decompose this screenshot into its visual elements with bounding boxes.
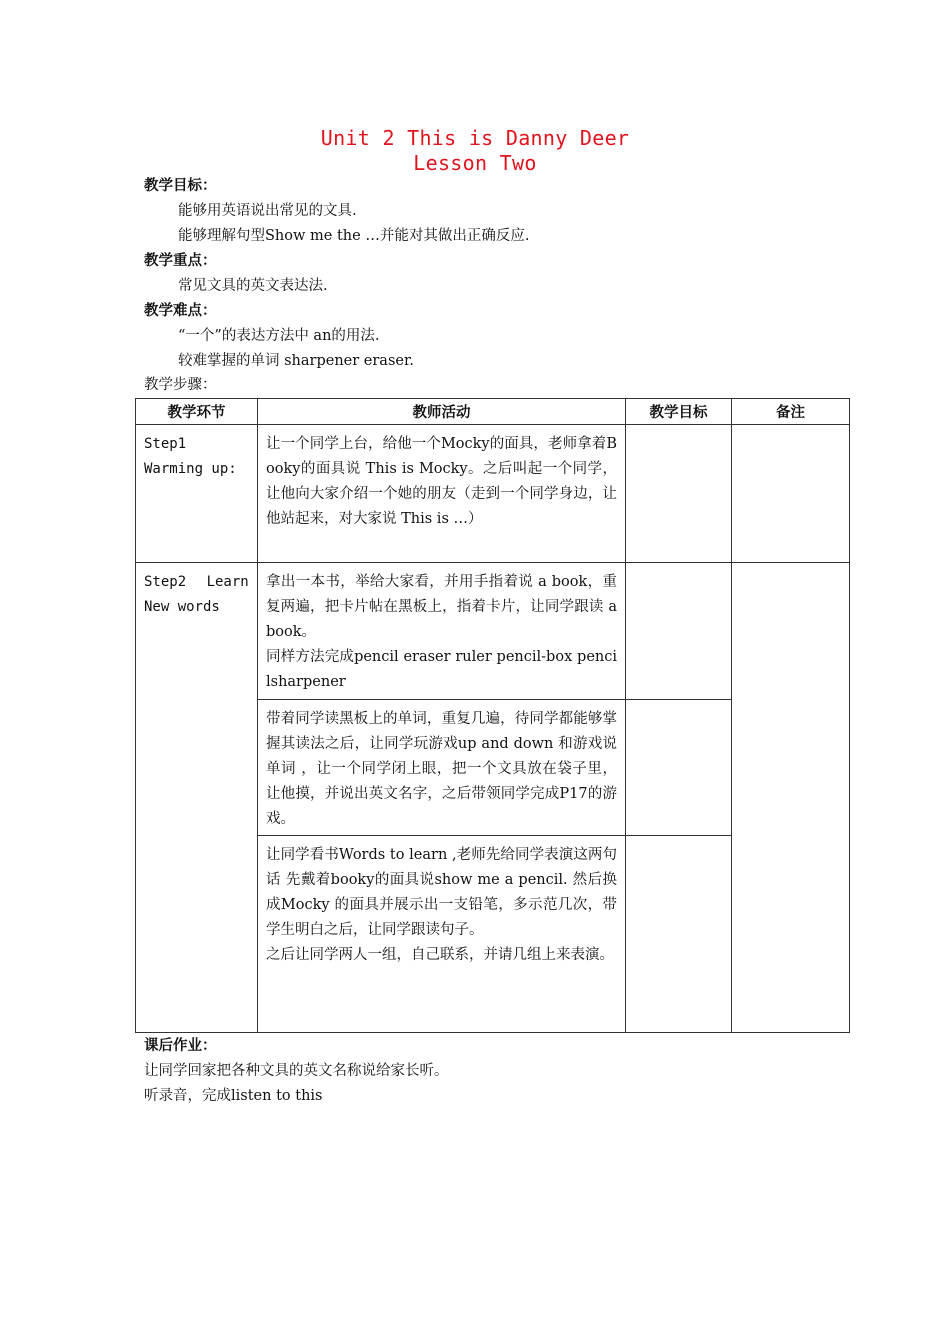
step2-label [136, 563, 258, 1033]
lesson-steps-table [135, 398, 850, 1033]
step1-subtitle: Warming up: [144, 461, 237, 477]
step1-label [136, 425, 258, 563]
step2-goal-2 [626, 700, 732, 836]
header-notes: 备注 [732, 399, 850, 425]
objectives-heading: 教学目标： [144, 178, 217, 194]
header-teacher-activity: 教师活动 [258, 399, 626, 425]
step1-activity [258, 425, 626, 563]
table-header-row [136, 399, 850, 425]
homework-heading: 课后作业： [144, 1038, 217, 1054]
step2-activity-3 [258, 836, 626, 1033]
step2-activity-3-text: 让同学看书Words to learn ,老师先给同学表演这两句话 先戴着booky的面具说show me a pencil. 然后换成Mocky 的面具并展示出一支铅笔，多示范几次，带学生明白之后，让同学跟读句子。 [266, 847, 617, 938]
step1-title: Step1 [144, 436, 187, 452]
step2-activity-1-text-b: 同样方法完成pencil eraser ruler pencil-box pencilsharpener [266, 649, 617, 690]
step2-activity-2 [258, 700, 626, 836]
step2-notes [732, 563, 850, 1033]
step2-goal-3 [626, 836, 732, 1033]
homework-item: 让同学回家把各种文具的英文名称说给家长听。 [144, 1063, 449, 1079]
key-point-item: 常见文具的英文表达法. [178, 278, 328, 294]
table-row [136, 563, 850, 700]
step2-activity-1 [258, 563, 626, 700]
header-stage: 教学环节 [136, 399, 258, 425]
objective-item: 能够理解句型Show me the …并能对其做出正确反应. [178, 228, 530, 244]
table-row [136, 425, 850, 563]
step2-goal-1 [626, 563, 732, 700]
key-points-heading: 教学重点： [144, 253, 217, 269]
step2-subtitle: New words [144, 599, 220, 615]
doc-title: Unit 2 This is Danny Deer [320, 126, 630, 150]
doc-subtitle: Lesson Two [413, 151, 537, 175]
homework-item: 听录音，完成listen to this [144, 1088, 323, 1104]
difficulty-item: “一个”的表达方法中 an的用法. [178, 328, 380, 344]
step2-activity-3-text-b: 之后让同学两人一组，自己联系，并请几组上来表演。 [266, 947, 614, 963]
difficulty-heading: 教学难点： [144, 303, 217, 319]
step1-activity-text: 让一个同学上台，给他一个Mocky的面具，老师拿着Booky的面具说 This is Mocky。之后叫起一个同学，让他向大家介绍一个她的朋友（走到一个同学身边，让他站起来，对大家说 This is …） [266, 436, 617, 527]
step1-goal [626, 425, 732, 563]
steps-heading: 教学步骤： [144, 377, 217, 393]
step2-activity-1-text: 拿出一本书，举给大家看，并用手指着说 a book，重复两遍，把卡片帖在黑板上，指着卡片，让同学跟读 a book。 [266, 574, 617, 640]
objective-item: 能够用英语说出常见的文具. [178, 203, 357, 219]
difficulty-item: 较难掌握的单词 sharpener eraser. [178, 353, 414, 369]
step2-activity-2-text: 带着同学读黑板上的单词，重复几遍，待同学都能够掌握其读法之后，让同学玩游戏up and down 和游戏说单词 ，让一个同学闭上眼，把一个文具放在袋子里，让他摸，并说出英文名字，之后带领同学完成P17的游戏。 [266, 711, 617, 827]
step2-title: Step2 Learn [144, 574, 249, 590]
header-teaching-goal: 教学目标 [626, 399, 732, 425]
step1-notes [732, 425, 850, 563]
